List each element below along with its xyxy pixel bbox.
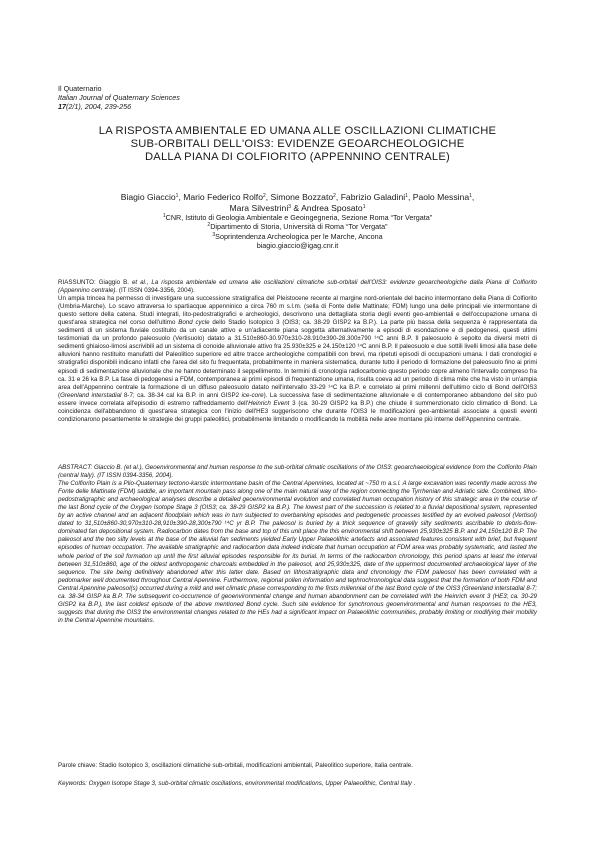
abstract-section — [58, 464, 537, 625]
riassunto-term: Bond cycle — [178, 319, 210, 327]
affiliation-list — [40, 213, 555, 251]
riassunto-term: ice-core — [241, 391, 264, 399]
title-line: DALLA PIANA DI COLFIORITO (APPENNINO CENTRALE) — [145, 151, 450, 164]
author-name: Andrea Sposato — [301, 202, 363, 213]
author-name: Fabrizio Galadini — [340, 192, 406, 202]
riassunto-text: 3 (ca. 30-29 GISP2 ka B.P.) che chiude il summenzionato ciclo climatico di Bond. La coincidenza dell'abbandono di quest'area strategica con l'inizio dell'HE3 suggeriscono che durante l'OIS3 le modificazioni geo-ambientali associate a questi eventi condizionarono pesantemente le strategie dei gruppi paleolitici, probabilmente limitando o modificando la mobilità nelle aree montane più interne dell'Appennino centrale. — [58, 399, 537, 423]
affiliation-mark: 3 — [212, 231, 216, 238]
riassunto-text: dello Stadio Isotopico 3 (OIS3; ca. 38-29 GISP2 ka B.P.). La parte più bassa della sequenza è rappresentata da sedimenti di un sistema fluviale costituito da un canale attivo e un'adiacente piana soggetta alternativamente a episodi di esondazione e di pedogenesi, questi ultimi testimoniati da un profondo paleosuolo (Vertisuolo) datato a 31.510±860-30.970±310-28.910±390-28.300±790 ¹⁴C anni B.P. Il paleosuolo è sepolto da diversi metri di sedimenti ghiaioso-limosi ascrivibili ad un sistema di conoide alluvionale attivo fra 25.930±325 e 24.150±120 ¹⁴C anni B.P. Il paleosuolo e due sottili livelli limosi alla base delle alluvioni hanno restituito manufatti del Paleolitico superiore ed altre tracce archeologiche compatibili con brevi, ma ripetuti episodi di occupazioni umana. I dati cronologici e stratigrafici disponibili indicano infatti che l'area del sito fu frequentata, probabilmente in maniera sistematica, durante tutto il periodo di formazione del paleosuolo fino ai primi episodi di sedimentazione alluvionale che ne hanno determinato il seppellimento. In termini di cronologia radiocarbonio questo periodo copre almeno l'intervallo compreso fra ca. 31 e 26 ka B.P. La fase di pedogenesi a FDM, contemporanea ai primi episodi di frequentazione umana, risulta coeva ad un periodo di clima mite che ha visto in un'ampia area dell'Appennino centrale la formazione di un diffuso paleosuolo datato nell'intervallo 33-29 ¹⁴C ka B.P. e correlato ai primi millenni dell'ultimo ciclo di Bond dell'OIS3 ( — [58, 319, 537, 399]
riassunto-term: Heinrich Event — [248, 399, 290, 407]
author-list — [40, 192, 555, 213]
author-mark: 2 — [333, 193, 336, 199]
riassunto-body — [58, 295, 537, 424]
journal-issue-pages: (2/1), 2004, 239-256 — [66, 102, 132, 111]
affiliation — [40, 232, 555, 241]
riassunto-text: Un ampia trincea ha permesso di investigare una successione stratigrafica del Pleistocene recente al margine nord-orientale del bacino intermontano della Piana di Colfiorito (Umbria-Marche). Lo scavo attraversa lo spartiacque appenninico a circa 760 m s.l.m. (sella di Fonte delle Mattinate; FDM) lungo una delle principali vie intermontane di questo settore della catena. Studi integrati, lito-pedostratigrafici e archeologici, descrivono una dettagliata storia degli eventi geo-ambientali e dell'occupazione umana di quest'area strategica nel corso dell'ultimo — [58, 295, 537, 327]
journal-subtitle: Italian Journal of Quaternary Sciences — [58, 93, 180, 102]
riassunto-citation — [58, 279, 537, 295]
riassunto-citation-tail: (IT ISSN 0394-3356, 2004). — [117, 287, 195, 295]
riassunto-text: 8-7; ca. 38-34 cal ka B.P. in anni GISP2 — [121, 391, 242, 399]
riassunto-section — [58, 279, 537, 424]
email-address[interactable]: biagio.giaccio@igag.cnr.it — [256, 241, 339, 251]
riassunto-citation-title: La risposta ambientale ed umana alle oscillazioni climatiche sub-orbitali dell'OIS3: evidenze geoarcheologiche dalla Piana di Colfiorito (Appennino centrale). — [58, 279, 537, 295]
affiliation-text: Soprintendenza Archeologica per le Marche, Ancona — [215, 231, 383, 241]
author-name: Simone Bozzato — [270, 192, 334, 202]
title-line: LA RISPOSTA AMBIENTALE ED UMANA ALLE OSCILLAZIONI CLIMATICHE — [98, 125, 497, 137]
author-name: Paolo Messina — [412, 192, 470, 202]
journal-volume: 17 — [58, 102, 66, 111]
riassunto-label: RIASSUNTO: Giaggio B. — [58, 279, 132, 286]
journal-citation — [58, 102, 180, 111]
author-mark: 2 — [262, 193, 266, 199]
affiliation-text: CNR, Istituto di Geologia Ambientale e Geoingegneria, Sezione Roma “Tor Vergata” — [165, 213, 433, 222]
author-name: Mara Silvestrini — [229, 202, 289, 213]
riassunto-text: ). La successiva fase di sedimentazione alluvionale e di contemporaneo abbandono del sito può essere invece correlata all'episodio di estremo raffreddamento dell' — [58, 391, 538, 407]
author-line: Mara Silvestrini$^3$ & Andrea Sposato$^1$ — [229, 202, 366, 213]
riassunto-comma: , — [146, 279, 152, 286]
affiliation-mark: 1 — [162, 213, 166, 219]
author-name: Mario Federico Rolfo — [183, 192, 263, 202]
author-name: Biagio Giaccio — [120, 192, 176, 202]
affiliation-text: Dipartimento di Storia, Università di Roma “Tor Vergata” — [210, 222, 388, 232]
journal-header — [58, 84, 180, 111]
title-line: SUB-ORBITALI DELL'OIS3: EVIDENZE GEOARCHEOLOGICHE — [130, 138, 465, 151]
author-mark: 3 — [288, 203, 292, 210]
paper-title — [40, 125, 555, 165]
parole-chiave: Parole chiave: Stadio Isotopico 3, oscillazioni climatiche sub-orbitali, modificazioni ambientali, Paleolitico superiore, Italia centrale. — [58, 762, 413, 769]
author-mark: 1 — [405, 193, 408, 199]
riassunto-term: Greenland interstadial — [60, 391, 122, 399]
author-mark: 1 — [362, 203, 366, 210]
affiliation — [40, 213, 555, 222]
journal-name: Il Quaternario — [58, 84, 102, 93]
abstract-body: The Colfiorito Plain is a Plio-Quaternary tectono-karstic intermontane basin of the Central Apennines, located at ~750 m a.s.l. A large excavation was recently made across the Fonte delle Mattinate (FDM) saddle, an important mountain pass along one of the main natural way of the region connecting the Tyrrhenian and Adriatic side. Combined, litho-pedostratigraphic and archaeological analyses describe a detailed geoenvironmental evolution and correlated human occupation history of this strategic area in the course of the last Bond cycle of the Oxygen Isotope Stage 3 (OIS3; ca. 38-29 GISP2 ka B.P.). The lowest part of the succession is related to a fluvial depositional system, represented by an active channel and an adjacent floodplain which was in turn subjected to overbanking episodes and pedogenetic processes testified by an evolved paleosol (Vertisol) dated to 31,510±860-30,970±310-28,910±390-28,300±790 ¹⁴C yr B.P. The paleosol is buried by a thick sequence of gravelly silty sediments ascribable to debris-flow-dominated fan depositional system. Radiocarbon dates from the base and top of this unit place the this environmental shift between 25,930±325 B.P. and 24,150±120 B.P. The paleosol and the two silty levels at the base of the alluvial fan sediments yielded Early Upper Palaeolithic artefacts and associated features consistent with brief, but frequent episodes of human occupation. The available stratigraphic and radiocarbon data indeed indicate that human occupation at FDM area was probably systematic, and lasted the whole period of the soil formation up until the first alluvial episodes responsible for its burial. In terms of the radiocarbon chronology, this period spans at least the interval between 31,510±860, age of the oldest anthropogenic charcoals embedded in the paleosol, and 25,930±325, date of the uppermost documented archaeological layer of the sequence. The site being definitively abandoned after this latter date. Based on lithostratigraphic data and chronology the FDM paleosol has been correlated with a pedomarker well documented throughout Central Apennine. Furthermore, regional pollen information and tephrochronological data suggest that the formation of both FDM and Central Apennine paleosol(s) occurred during a mild and wet climatic phase corresponding to the firsts millennial of the last Bond cycle of the OIS3 (Greenland interstadial 8-7; ca. 38-34 GISP ka B.P. The subsequent co-occurrence of geoenvironmental change and human abandonment can be correlated with the Heinrich event 3 (HE3; ca. 30-29 GISP2 ka B.P.), the last coldest episode of the above mentioned Bond cycle. Such site evidence for synchronous geoenvironmental and human responses to the HE3, suggests that during the OIS3 the environmental changes related to the HEs had a significant impact on Palaeolithic communities, probably limiting or modifying their mobility in the Central Apennine mountains. — [58, 480, 537, 624]
author-line: Biagio Giaccio$^1$, Mario Federico Rolfo$^2$, Simone Bozzato$^2$, Fabrizio Galadini$^1$, Paolo Messina$^1$, — [120, 192, 475, 202]
affiliation — [40, 222, 555, 231]
keywords: Keywords: Oxygen Isotope Stage 3, sub-orbital climatic oscillations, environmental modifications, Upper Palaeolithic, Central Italy . — [58, 780, 416, 787]
affiliation-mark: 2 — [207, 222, 211, 229]
author-mark: 1 — [469, 193, 472, 199]
riassunto-etal: et al. — [131, 279, 147, 286]
author-mark: 1 — [175, 193, 179, 199]
abstract-citation: ABSTRACT: Giaccio B. (et al.), Geoenvironmental and human response to the sub-orbital climatic oscillations of the OIS3: geoarchaeological evidence from the Colfiorito Plain (central Italy). (IT ISSN 0394-3356, 2004). — [58, 464, 537, 480]
